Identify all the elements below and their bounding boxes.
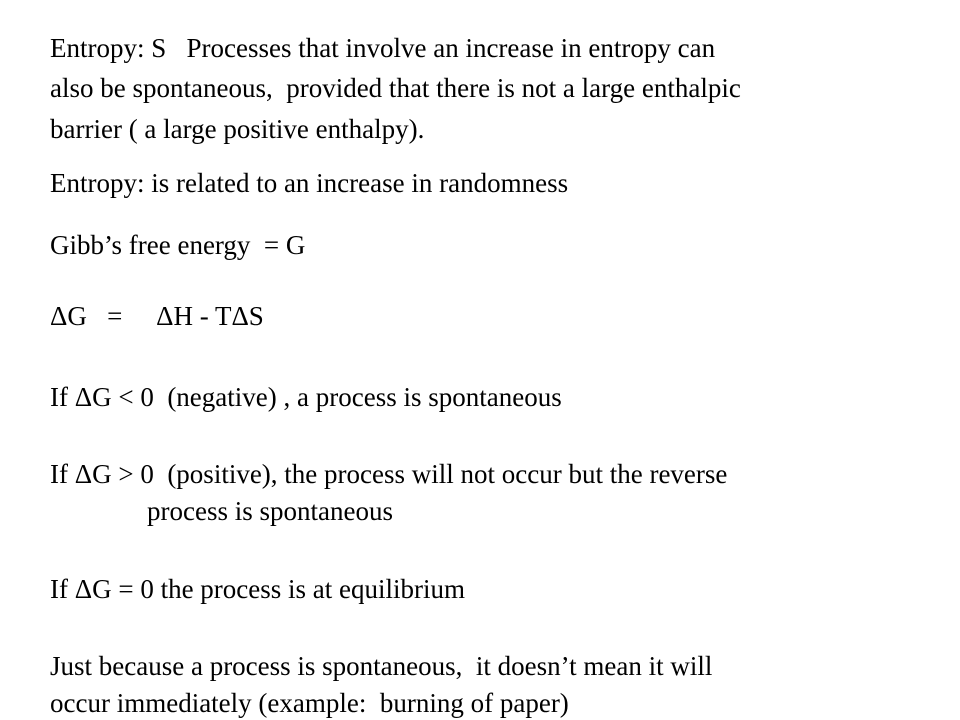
entropy-definition-line-2: also be spontaneous, provided that there is not a large enthalpic [50, 73, 741, 103]
positive-delta-g-statement-line-2: process is spontaneous [147, 496, 393, 526]
entropy-randomness-statement: Entropy: is related to an increase in randomness [50, 168, 569, 198]
entropy-definition-line-3: barrier ( a large positive enthalpy). [50, 114, 425, 144]
zero-delta-g-statement: If ΔG = 0 the process is at equilibrium [50, 574, 466, 604]
positive-delta-g-statement-line-1: If ΔG > 0 (positive), the process will not occur but the reverse [50, 459, 728, 489]
negative-delta-g-statement: If ΔG < 0 (negative) , a process is spontaneous [50, 382, 562, 412]
spontaneity-note-line-1: Just because a process is spontaneous, it doesn’t mean it will [50, 651, 713, 681]
spontaneity-note-line-2: occur immediately (example: burning of paper) [50, 688, 569, 718]
gibbs-free-energy-definition: Gibb’s free energy = G [50, 230, 306, 260]
entropy-definition-line-1: Entropy: S Processes that involve an increase in entropy can [50, 33, 716, 63]
gibbs-equation: ΔG = ΔH - TΔS [50, 301, 264, 331]
